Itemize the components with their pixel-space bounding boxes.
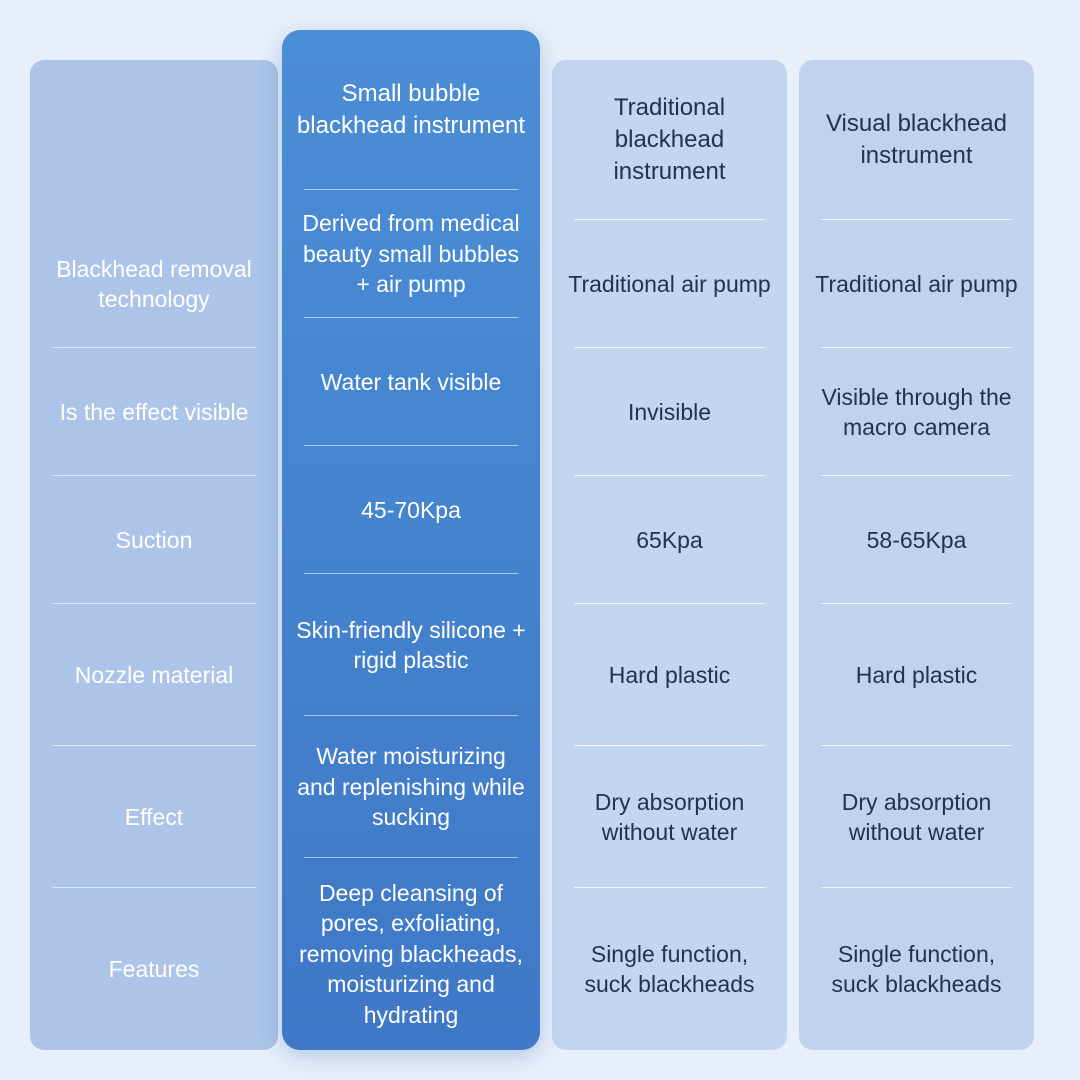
cell-small-bubble-effect-visible: Water tank visible: [282, 318, 540, 446]
cell-traditional-features: Single function, suck blackheads: [584, 940, 755, 997]
cell-traditional-effect-visible: Invisible: [552, 348, 787, 476]
cell-small-bubble-technology: Derived from medical beauty small bubbles + air pump: [282, 190, 540, 318]
row-label-technology: Blackhead removal technology: [30, 220, 278, 348]
cell-small-bubble-features: Deep cleansing of pores, exfoliating, removing blackheads, moisturizing and hydrating: [299, 880, 523, 1028]
cell-small-bubble-effect: Water moisturizing and replenishing while sucking: [282, 716, 540, 858]
cell-visual-nozzle-material: Hard plastic: [799, 604, 1034, 746]
cell-small-bubble-suction: 45-70Kpa: [282, 446, 540, 574]
row-label-spacer: [30, 60, 278, 220]
column-small-bubble[interactable]: [282, 30, 540, 1050]
column-traditional[interactable]: [552, 60, 787, 1050]
cell-visual-suction: 58-65Kpa: [799, 476, 1034, 604]
cell-traditional-technology: Traditional air pump: [552, 220, 787, 348]
cell-visual-effect: Dry absorption without water: [799, 746, 1034, 888]
column-header-small-bubble: Small bubble blackhead instrument: [282, 30, 540, 190]
column-header-traditional: Traditional blackhead instrument: [552, 60, 787, 220]
cell-traditional-effect: Dry absorption without water: [552, 746, 787, 888]
column-visual[interactable]: [799, 60, 1034, 1050]
row-label-effect: Effect: [30, 746, 278, 888]
row-label-features: Features: [108, 955, 200, 982]
column-row-labels: [30, 60, 278, 1050]
row-label-effect-visible: Is the effect visible: [30, 348, 278, 476]
cell-visual-effect-visible: Visible through the macro camera: [799, 348, 1034, 476]
cell-visual-technology: Traditional air pump: [799, 220, 1034, 348]
comparison-table: [30, 30, 1050, 1050]
cell-small-bubble-nozzle-material: Skin-friendly silicone + rigid plastic: [282, 574, 540, 716]
row-label-suction: Suction: [30, 476, 278, 604]
row-label-nozzle-material: Nozzle material: [30, 604, 278, 746]
cell-traditional-nozzle-material: Hard plastic: [552, 604, 787, 746]
cell-visual-features: Single function, suck blackheads: [831, 940, 1002, 997]
column-header-visual: Visual blackhead instrument: [799, 60, 1034, 220]
cell-traditional-suction: 65Kpa: [552, 476, 787, 604]
